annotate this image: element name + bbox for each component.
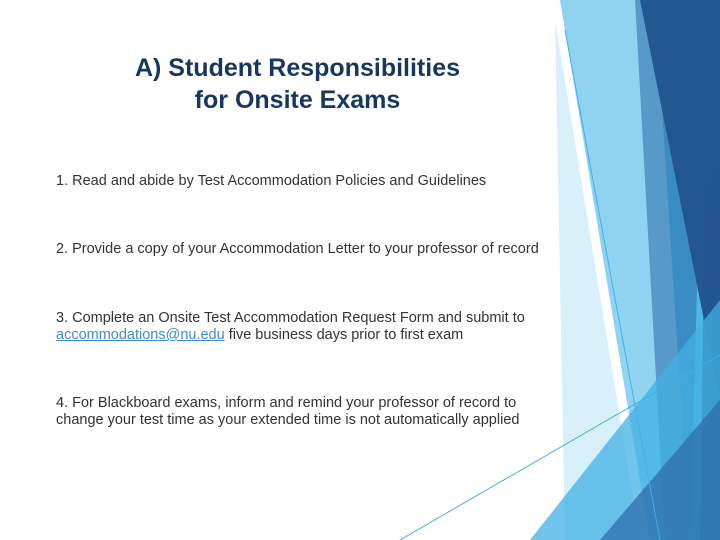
title-line-2: for Onsite Exams xyxy=(194,86,401,114)
responsibility-item-1: 1. Read and abide by Test Accommodation Policies and Guidelines xyxy=(56,173,487,189)
slide-title xyxy=(60,52,535,116)
item-3-text-after: five business days prior to first exam xyxy=(224,327,464,343)
responsibility-item-4: 4. For Blackboard exams, inform and remind your professor of record to change your test time as your extended time is not automatically applied xyxy=(56,395,520,428)
accommodations-email-link[interactable]: accommodations@nu.edu xyxy=(56,327,225,343)
responsibility-item-2: 2. Provide a copy of your Accommodation Letter to your professor of record xyxy=(56,241,539,257)
responsibility-item-3 xyxy=(56,310,556,344)
item-3-text-before: 3. Complete an Onsite Test Accommodation Request Form and submit to xyxy=(56,310,525,326)
title-line-1: A) Student Responsibilities xyxy=(134,54,461,82)
